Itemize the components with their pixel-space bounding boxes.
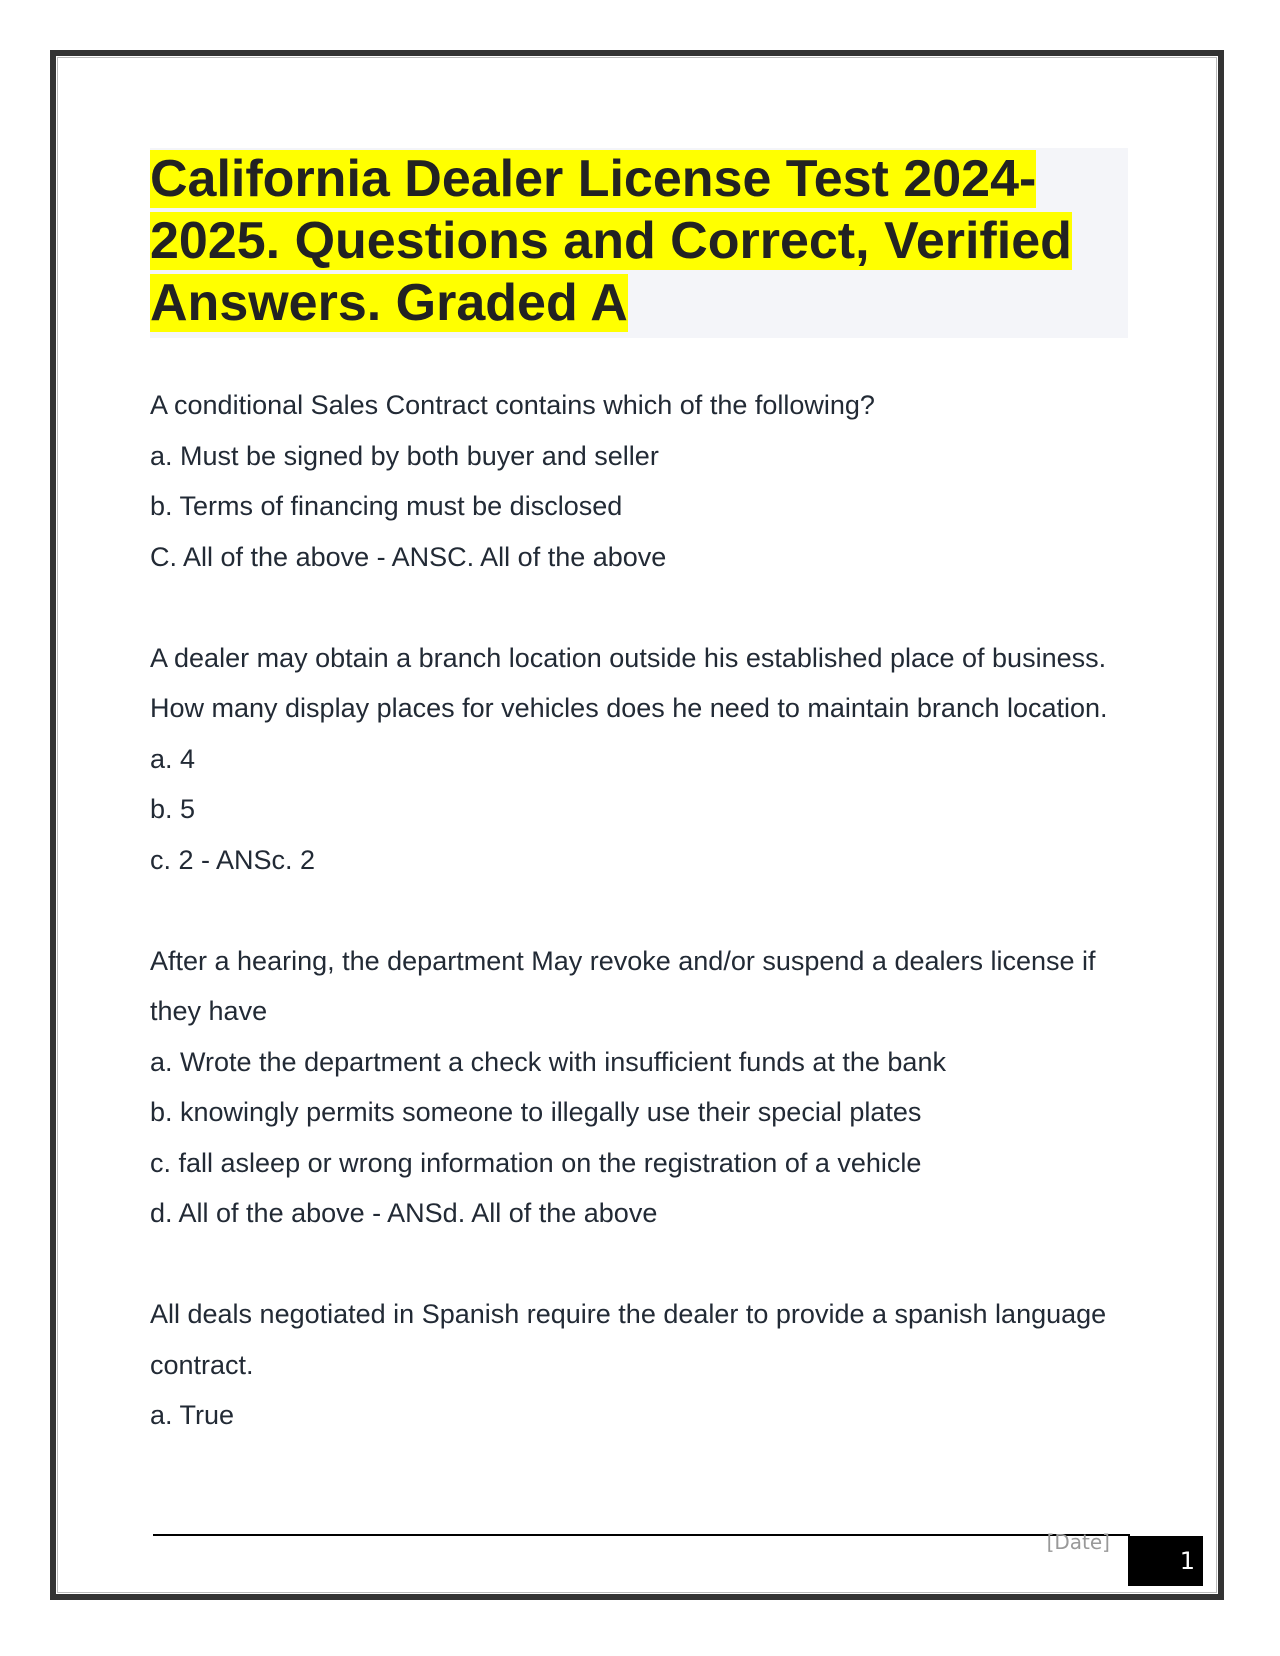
question-line: All deals negotiated in Spanish require the dealer to provide a spanish language contract. xyxy=(150,1299,1107,1380)
answer-option: C. All of the above - ANSC. All of the above xyxy=(150,541,667,572)
footer-divider xyxy=(153,1534,1130,1536)
answer-option: b. Terms of financing must be disclosed xyxy=(150,491,623,521)
answer-option: c. 2 - ANSc. 2 xyxy=(150,844,316,875)
page-number: 1 xyxy=(1128,1536,1203,1586)
answer-option: b. knowingly permits someone to illegally use their special plates xyxy=(150,1097,922,1127)
answer-option: d. All of the above - ANSd. All of the above xyxy=(150,1198,658,1228)
question-block xyxy=(150,380,1130,582)
answer-option: c. fall asleep or wrong information on the registration of a vehicle xyxy=(150,1147,922,1178)
answer-option: a. True xyxy=(150,1400,235,1430)
footer-date: [Date] xyxy=(1046,1530,1110,1554)
answer-option: a. 4 xyxy=(150,743,196,774)
question-block xyxy=(150,1289,1130,1441)
question-block xyxy=(150,633,1130,886)
answer-option: b. 5 xyxy=(150,794,196,824)
title-highlight: California Dealer License Test 2024-2025. Questions and Correct, Verified Answers. Graded A xyxy=(150,150,1072,332)
question-line: A dealer may obtain a branch location outside his established place of business. How many display places for vehicles does he need to maintain branch location. xyxy=(150,642,1108,723)
question-line: After a hearing, the department May revoke and/or suspend a dealers license if they have xyxy=(150,945,1096,1026)
answer-option: a. Wrote the department a check with insufficient funds at the bank xyxy=(150,1046,946,1077)
question-line: A conditional Sales Contract contains which of the following? xyxy=(150,390,875,420)
document-title xyxy=(150,148,1128,334)
document-body xyxy=(150,380,1130,1491)
question-block xyxy=(150,936,1130,1239)
answer-option: a. Must be signed by both buyer and seller xyxy=(150,440,659,471)
